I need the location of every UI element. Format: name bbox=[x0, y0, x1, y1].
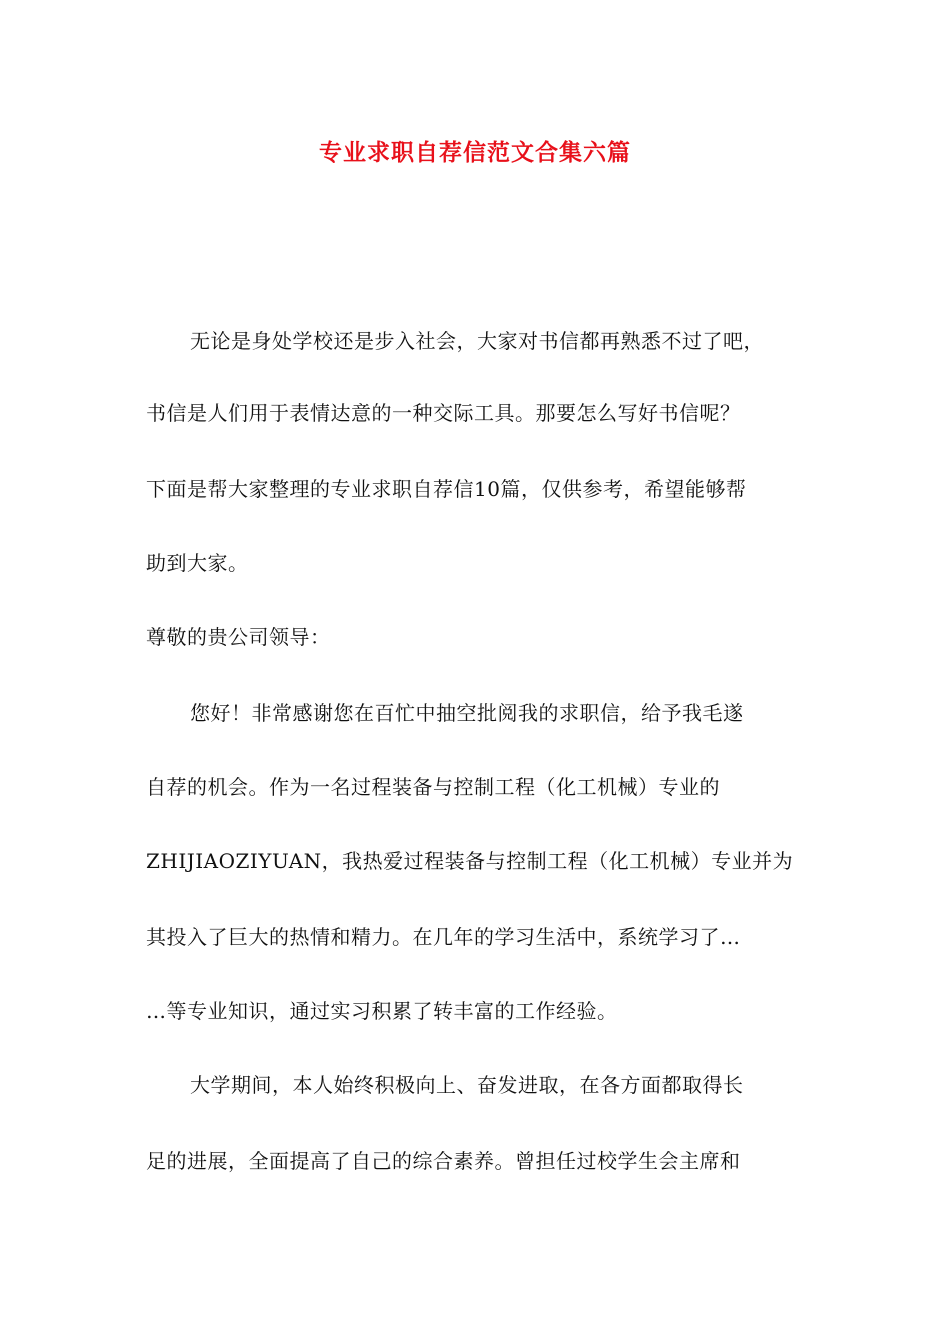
paragraph-line: 其投入了巨大的热情和精力。在几年的学习生活中，系统学习了… bbox=[146, 925, 741, 949]
salutation-line: 尊敬的贵公司领导： bbox=[146, 625, 331, 649]
paragraph-line: 大学期间，本人始终积极向上、奋发进取，在各方面都取得长 bbox=[190, 1073, 744, 1097]
paragraph-line: 足的进展，全面提高了自己的综合素养。曾担任过校学生会主席和 bbox=[146, 1149, 741, 1173]
paragraph-line: …等专业知识，通过实习积累了转丰富的工作经验。 bbox=[146, 999, 618, 1023]
paragraph-line: 您好！非常感谢您在百忙中抽空批阅我的求职信，给予我毛遂 bbox=[190, 701, 744, 725]
paragraph-line: 助到大家。 bbox=[146, 551, 249, 575]
document-title: 专业求职自荐信范文合集六篇 bbox=[319, 139, 631, 166]
paragraph-line: 下面是帮大家整理的专业求职自荐信10篇，仅供参考，希望能够帮 bbox=[146, 477, 747, 501]
paragraph-line: 自荐的机会。作为一名过程装备与控制工程（化工机械）专业的 bbox=[146, 775, 720, 799]
paragraph-line: ZHIJIAOZIYUAN，我热爱过程装备与控制工程（化工机械）专业并为 bbox=[146, 849, 794, 873]
paragraph-line: 书信是人们用于表情达意的一种交际工具。那要怎么写好书信呢？ bbox=[146, 401, 741, 425]
paragraph-line: 无论是身处学校还是步入社会，大家对书信都再熟悉不过了吧， bbox=[190, 329, 764, 353]
